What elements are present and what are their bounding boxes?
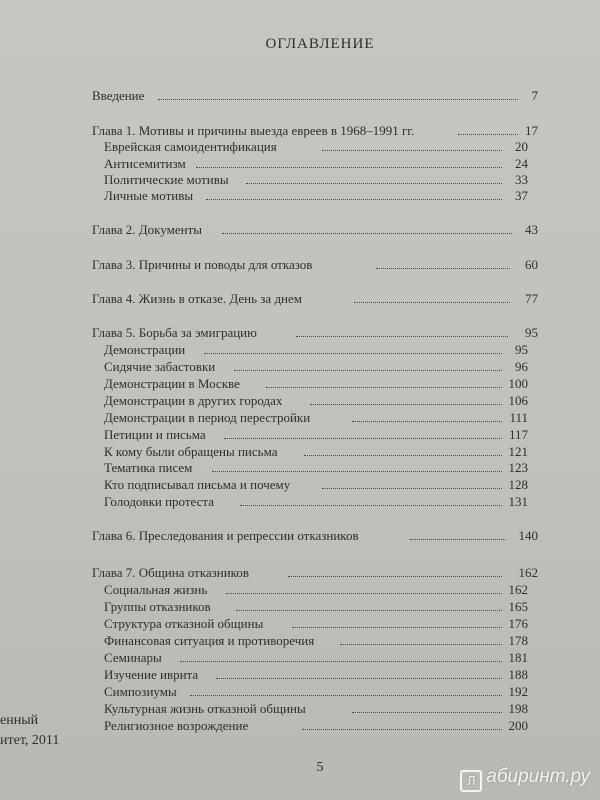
toc-entry-label: Глава 3. Причины и поводы для отказов: [92, 257, 313, 272]
toc-entry-page: 43: [525, 222, 538, 237]
toc-entry-label: Религиозное возрождение: [104, 718, 249, 733]
leader-dots: [352, 710, 502, 713]
toc-entry-page: 128: [508, 477, 528, 492]
toc-entry-label: Симпозиумы: [104, 684, 177, 699]
toc-entry-section: [0, 666, 600, 684]
toc-entry-section: [0, 459, 600, 477]
toc-entry-page: 33: [515, 172, 528, 187]
toc-entry-label: Семинары: [104, 650, 162, 665]
toc-entry-page: 162: [518, 565, 538, 580]
toc-entry-page: 77: [525, 291, 538, 306]
leader-dots: [410, 537, 506, 540]
toc-entry-section: [0, 375, 600, 393]
toc-entry-label: Сидячие забастовки: [104, 359, 216, 374]
toc-entry-page: 181: [508, 650, 528, 665]
leader-dots: [322, 486, 502, 489]
toc-entry-label: Голодовки протеста: [104, 494, 215, 509]
toc-entry-page: 95: [515, 342, 528, 357]
toc-entry-page: 111: [509, 410, 528, 425]
toc-entry-label: Личные мотивы: [104, 188, 194, 203]
leader-dots: [352, 419, 502, 422]
leader-dots: [322, 148, 502, 151]
leader-dots: [310, 402, 502, 405]
toc-entry-label: Финансовая ситуация и противоречия: [104, 633, 315, 648]
leader-dots: [234, 368, 502, 371]
toc-entry-label: Демонстрации в других городах: [104, 393, 283, 408]
toc-entry-section: [0, 581, 600, 599]
toc-entry-page: 24: [515, 156, 528, 171]
leader-dots: [340, 642, 502, 645]
toc-entry-introduction: [0, 87, 600, 105]
toc-entry-section: [0, 358, 600, 376]
toc-entry-page: 20: [515, 139, 528, 154]
toc-entry-page: 117: [508, 427, 528, 442]
toc-entry-section: [0, 476, 600, 494]
toc-entry-section: [0, 187, 600, 205]
toc-entry-page: 162: [508, 582, 528, 597]
leader-dots: [288, 574, 502, 577]
toc-entry-label: Петиции и письма: [104, 427, 206, 442]
watermark-text: абиринт.ру: [486, 766, 590, 787]
leader-dots: [354, 300, 510, 303]
toc-entry-label: Тематика писем: [104, 460, 193, 475]
leader-dots: [212, 469, 502, 472]
toc-entry-label: Глава 5. Борьба за эмиграцию: [92, 325, 257, 340]
toc-entry-label: Структура отказной общины: [104, 616, 264, 631]
toc-entry-page: 123: [508, 460, 528, 475]
toc-entry-section: [0, 341, 600, 359]
toc-entry-section: [0, 493, 600, 511]
toc-entry-page: 165: [508, 599, 528, 614]
toc-entry-page: 121: [508, 444, 528, 459]
toc-entry-label: Политические мотивы: [104, 172, 229, 187]
toc-entry-label: Группы отказников: [104, 599, 211, 614]
leader-dots: [376, 266, 510, 269]
toc-entry-page: 60: [525, 257, 538, 272]
leader-dots: [204, 351, 502, 354]
toc-entry-label: Социальная жизнь: [104, 582, 208, 597]
toc-entry-chapter: [0, 256, 600, 274]
leader-dots: [296, 334, 508, 337]
leader-dots: [292, 625, 502, 628]
toc-entry-section: [0, 392, 600, 410]
toc-entry-section: [0, 632, 600, 650]
left-page-fragment: итет, 2011: [0, 733, 60, 748]
toc-entry-page: 176: [508, 616, 528, 631]
toc-entry-chapter: [0, 290, 600, 308]
toc-entry-chapter: [0, 527, 600, 545]
toc-entry-label: Глава 6. Преследования и репрессии отказников: [92, 528, 359, 543]
leader-dots: [180, 659, 502, 662]
toc-entry-page: 198: [508, 701, 528, 716]
toc-entry-chapter: [0, 564, 600, 582]
leader-dots: [236, 608, 502, 611]
leader-dots: [196, 165, 502, 168]
leader-dots: [240, 503, 502, 506]
labirint-logo-icon: Л: [460, 770, 482, 792]
toc-entry-section: [0, 717, 600, 735]
toc-entry-label: Глава 1. Мотивы и причины выезда евреев в 1968–1991 гг.: [92, 123, 415, 138]
toc-entry-section: [0, 700, 600, 718]
toc-entry-label: Глава 2. Документы: [92, 222, 202, 237]
toc-entry-section: [0, 598, 600, 616]
toc-entry-label: К кому были обращены письма: [104, 444, 278, 459]
toc-entry-page: 100: [508, 376, 528, 391]
toc-entry-section: [0, 138, 600, 156]
toc-entry-label: Изучение иврита: [104, 667, 199, 682]
toc-entry-label: Демонстрации в Москве: [104, 376, 240, 391]
toc-entry-page: 200: [508, 718, 528, 733]
page-title: ОГЛАВЛЕНИЕ: [265, 36, 375, 52]
toc-entry-chapter: [0, 324, 600, 342]
toc-entry-section: [0, 409, 600, 427]
toc-entry-label: Глава 7. Община отказников: [92, 565, 249, 580]
left-page-fragment: енный: [0, 713, 39, 728]
leader-dots: [224, 436, 502, 439]
toc-entry-section: [0, 615, 600, 633]
toc-entry-page: 140: [518, 528, 538, 543]
toc-entry-section: [0, 683, 600, 701]
watermark-logo: [460, 766, 590, 792]
toc-entry-label: Глава 4. Жизнь в отказе. День за днем: [92, 291, 303, 306]
leader-dots: [216, 676, 502, 679]
leader-dots: [304, 453, 502, 456]
toc-entry-page: 178: [508, 633, 528, 648]
toc-entry-page: 95: [525, 325, 538, 340]
leader-dots: [226, 591, 502, 594]
toc-entry-label: Демонстрации: [104, 342, 186, 357]
toc-entry-label: Антисемитизм: [104, 156, 186, 171]
toc-entry-label: Кто подписывал письма и почему: [104, 477, 291, 492]
toc-entry-page: 188: [508, 667, 528, 682]
leader-dots: [190, 693, 502, 696]
toc-entry-label: Демонстрации в период перестройки: [104, 410, 311, 425]
leader-dots: [206, 197, 502, 200]
toc-entry-page: 192: [508, 684, 528, 699]
leader-dots: [222, 231, 512, 234]
leader-dots: [246, 181, 502, 184]
toc-entry-section: [0, 649, 600, 667]
leader-dots: [302, 727, 502, 730]
toc-entry-page: 106: [508, 393, 528, 408]
toc-entry-page: 37: [515, 188, 528, 203]
page-number: 5: [316, 760, 324, 775]
leader-dots: [158, 97, 518, 100]
toc-entry-page: 131: [508, 494, 528, 509]
toc-entry-page: 96: [515, 359, 528, 374]
toc-entry-label: Еврейская самоидентификация: [104, 139, 277, 154]
toc-entry-label: Культурная жизнь отказной общины: [104, 701, 306, 716]
toc-entry-chapter: [0, 221, 600, 239]
toc-entry-section: [0, 426, 600, 444]
leader-dots: [266, 385, 502, 388]
toc-entry-page: 17: [525, 123, 538, 138]
toc-entry-page: 7: [531, 88, 538, 103]
toc-entry-label: Введение: [92, 88, 145, 103]
